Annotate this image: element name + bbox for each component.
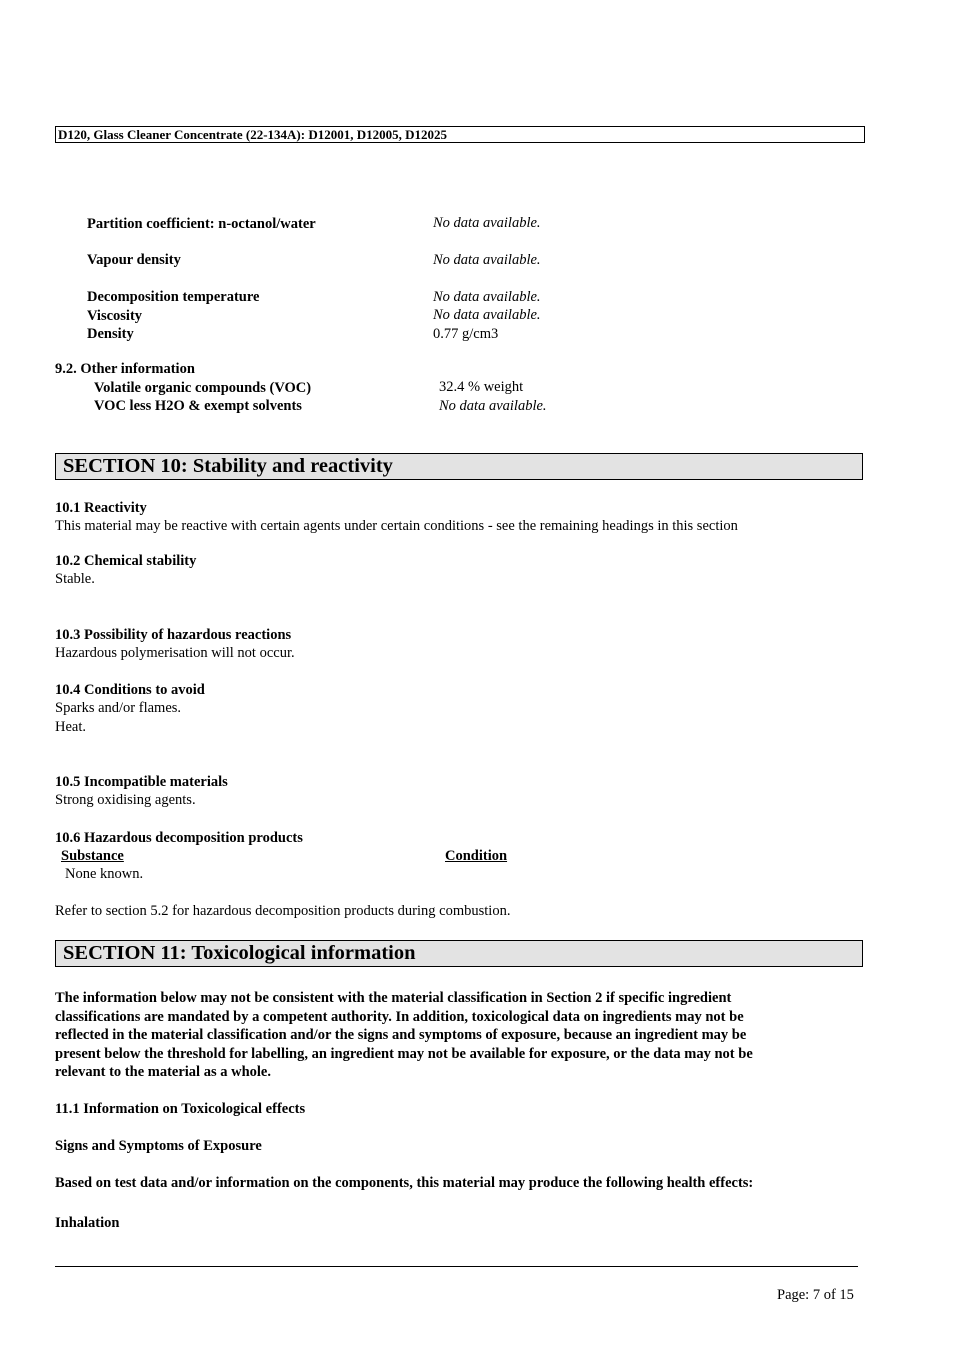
intro-line: classifications are mandated by a competent authority. In addition, toxicological data on ingredients may not be [55,1008,744,1025]
incompatible-heading: 10.5 Incompatible materials [55,774,228,790]
decomposition-row: None known. [65,866,144,882]
property-value: 0.77 g/cm3 [433,326,499,342]
toxicological-effects-heading: 11.1 Information on Toxicological effects [55,1101,306,1117]
conditions-heading: 10.4 Conditions to avoid [55,682,205,698]
property-value: 32.4 % weight [439,379,524,395]
property-value: No data available. [433,289,541,305]
conditions-line: Sparks and/or flames. [55,700,182,716]
document-header: D120, Glass Cleaner Concentrate (22-134A): D12001, D12005, D12025 [55,126,865,143]
property-value: No data available. [433,252,541,268]
intro-line: The information below may not be consistent with the material classification in Section 2 if specific ingredient [55,990,732,1006]
health-effects-text: Based on test data and/or information on the components, this material may produce the following health effects: [55,1175,754,1191]
stability-heading: 10.2 Chemical stability [55,553,197,569]
incompatible-text: Strong oxidising agents. [55,792,196,808]
property-value: No data available. [433,307,541,323]
page-number: Page: 7 of 15 [777,1287,854,1303]
condition-column-header: Condition [445,848,508,864]
reactivity-heading: 10.1 Reactivity [55,500,147,516]
property-label: Vapour density [87,252,181,268]
property-label: Partition coefficient: n-octanol/water [87,216,316,232]
inhalation-heading: Inhalation [55,1215,120,1231]
hazardous-reactions-text: Hazardous polymerisation will not occur. [55,645,295,661]
other-info-heading: 9.2. Other information [55,361,195,377]
decomposition-note: Refer to section 5.2 for hazardous decomposition products during combustion. [55,903,511,919]
footer-divider [55,1266,858,1267]
hazardous-reactions-heading: 10.3 Possibility of hazardous reactions [55,627,292,643]
conditions-line: Heat. [55,719,86,735]
property-label: VOC less H2O & exempt solvents [94,398,302,414]
intro-line: reflected in the material classification and/or the signs and symptoms of exposure, because an ingredient may be [55,1027,747,1044]
section-11-title: SECTION 11: Toxicological information [55,940,863,967]
stability-text: Stable. [55,571,95,587]
toxicology-intro [55,989,845,1082]
property-value: No data available. [433,215,541,231]
intro-line: present below the threshold for labelling, an ingredient may not be available for exposure, or the data may not be [55,1045,753,1062]
reactivity-text: This material may be reactive with certain agents under certain conditions - see the remaining headings in this section [55,518,738,534]
property-label: Density [87,326,134,342]
property-value: No data available. [439,398,547,414]
property-label: Volatile organic compounds (VOC) [94,380,312,396]
intro-line: relevant to the material as a whole. [55,1064,271,1081]
property-label: Viscosity [87,308,143,324]
section-10-title: SECTION 10: Stability and reactivity [55,453,863,480]
decomposition-heading: 10.6 Hazardous decomposition products [55,830,303,846]
substance-column-header: Substance [61,848,124,864]
property-label: Decomposition temperature [87,289,260,305]
signs-symptoms-heading: Signs and Symptoms of Exposure [55,1138,262,1154]
